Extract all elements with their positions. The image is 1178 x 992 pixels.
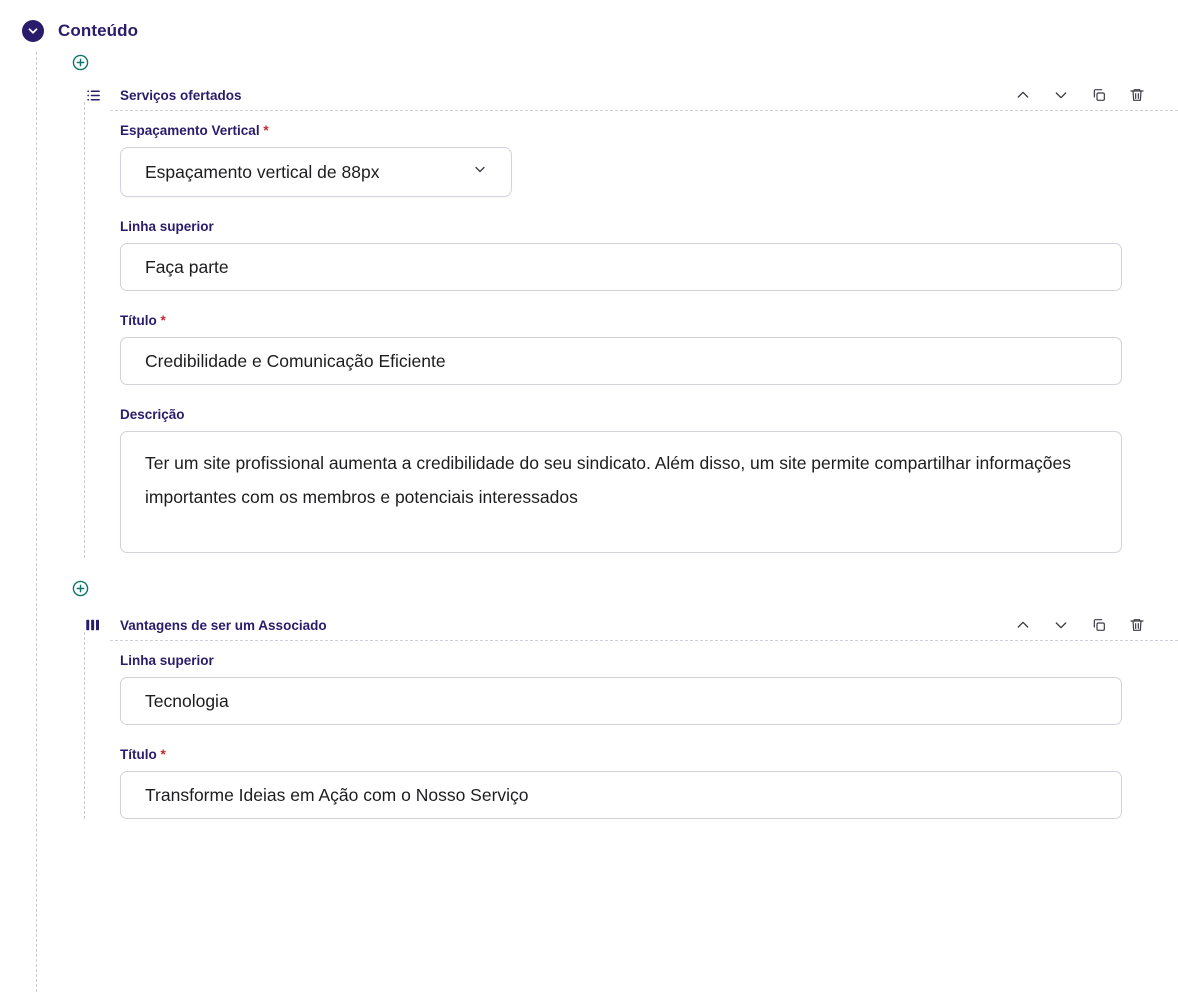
block-fields — [84, 641, 1178, 819]
add-row-middle — [36, 580, 1178, 610]
linha-superior-input[interactable] — [120, 243, 1122, 291]
block-header[interactable] — [110, 610, 1178, 641]
block-title: Serviços ofertados — [120, 87, 242, 103]
delete-button[interactable] — [1128, 616, 1146, 634]
block-vantagens-associado — [36, 610, 1178, 819]
content-section-header[interactable] — [0, 0, 1178, 46]
block-actions — [1014, 86, 1178, 104]
block-rail — [84, 632, 85, 819]
field-label — [120, 747, 1178, 762]
move-down-button[interactable] — [1052, 86, 1070, 104]
add-row-top — [36, 54, 1178, 80]
duplicate-button[interactable] — [1090, 86, 1108, 104]
field-label: Linha superior — [120, 653, 214, 668]
field-linha-superior — [120, 653, 1178, 725]
field-titulo — [120, 747, 1178, 819]
titulo-input[interactable] — [120, 771, 1122, 819]
chevron-down-circle-icon[interactable] — [22, 20, 44, 42]
field-linha-superior — [120, 219, 1178, 291]
label-text: Título — [120, 313, 157, 328]
label-text: Espaçamento Vertical — [120, 123, 260, 138]
block-actions — [1014, 616, 1178, 634]
linha-superior-input[interactable] — [120, 677, 1122, 725]
block-header[interactable] — [110, 80, 1178, 111]
move-up-button[interactable] — [1014, 86, 1032, 104]
required-marker: * — [160, 747, 166, 762]
block-rail — [84, 102, 85, 558]
field-label — [120, 313, 1178, 328]
field-espacamento-vertical — [120, 123, 1178, 197]
field-label: Linha superior — [120, 219, 214, 234]
block-servicos-ofertados — [36, 80, 1178, 558]
titulo-input[interactable] — [120, 337, 1122, 385]
required-marker: * — [263, 123, 269, 138]
descricao-textarea[interactable] — [120, 431, 1122, 553]
field-label: Descrição — [120, 407, 185, 422]
field-titulo — [120, 313, 1178, 385]
delete-button[interactable] — [1128, 86, 1146, 104]
blocks-container — [36, 46, 1178, 819]
espacamento-vertical-select[interactable] — [120, 147, 512, 197]
add-block-middle[interactable] — [72, 580, 89, 597]
move-down-button[interactable] — [1052, 616, 1070, 634]
block-fields — [84, 111, 1178, 558]
field-label — [120, 123, 1178, 138]
move-up-button[interactable] — [1014, 616, 1032, 634]
required-marker: * — [160, 313, 166, 328]
select-value: Espaçamento vertical de 88px — [145, 161, 380, 182]
block-title: Vantagens de ser um Associado — [120, 617, 327, 633]
add-block-top[interactable] — [72, 54, 89, 71]
select-wrapper — [120, 147, 512, 197]
duplicate-button[interactable] — [1090, 616, 1108, 634]
field-descricao — [120, 407, 1178, 558]
list-icon — [84, 86, 102, 104]
page-title: Conteúdo — [58, 21, 139, 40]
columns-icon — [84, 616, 102, 634]
label-text: Título — [120, 747, 157, 762]
